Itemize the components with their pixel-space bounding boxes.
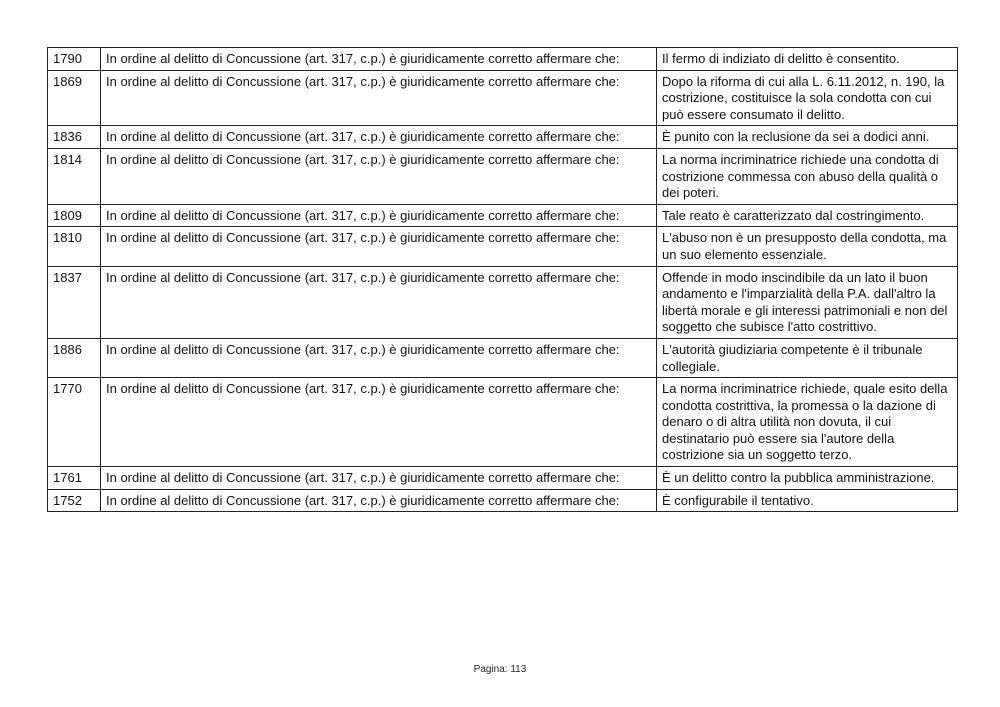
answer-text: Tale reato è caratterizzato dal costringimento. bbox=[657, 204, 958, 227]
question-id: 1814 bbox=[48, 148, 101, 204]
question-text: In ordine al delitto di Concussione (art. 317, c.p.) è giuridicamente corretto affermare che: bbox=[101, 126, 657, 149]
question-id: 1770 bbox=[48, 378, 101, 467]
table-row bbox=[48, 126, 958, 149]
question-text: In ordine al delitto di Concussione (art. 317, c.p.) è giuridicamente corretto affermare che: bbox=[101, 378, 657, 467]
table-row bbox=[48, 467, 958, 490]
page-number: Pagina: 113 bbox=[473, 664, 527, 675]
question-id: 1869 bbox=[48, 70, 101, 126]
question-text: In ordine al delitto di Concussione (art. 317, c.p.) è giuridicamente corretto affermare che: bbox=[101, 204, 657, 227]
question-text: In ordine al delitto di Concussione (art. 317, c.p.) è giuridicamente corretto affermare che: bbox=[101, 148, 657, 204]
question-id: 1809 bbox=[48, 204, 101, 227]
question-text: In ordine al delitto di Concussione (art. 317, c.p.) è giuridicamente corretto affermare che: bbox=[101, 48, 657, 71]
question-id: 1752 bbox=[48, 489, 101, 512]
answer-text: La norma incriminatrice richiede una condotta di costrizione commessa con abuso della qualità o dei poteri. bbox=[657, 148, 958, 204]
table-row bbox=[48, 227, 958, 266]
question-text: In ordine al delitto di Concussione (art. 317, c.p.) è giuridicamente corretto affermare che: bbox=[101, 70, 657, 126]
answer-text: La norma incriminatrice richiede, quale esito della condotta costrittiva, la promessa o la dazione di denaro o di altra utilità non dovuta, il cui destinatario può essere sia l'autore della costrizione sia un soggetto terzo. bbox=[657, 378, 958, 467]
question-text: In ordine al delitto di Concussione (art. 317, c.p.) è giuridicamente corretto affermare che: bbox=[101, 338, 657, 377]
question-id: 1837 bbox=[48, 266, 101, 338]
table-row bbox=[48, 70, 958, 126]
answer-text: Dopo la riforma di cui alla L. 6.11.2012, n. 190, la costrizione, costituisce la sola condotta con cui può essere consumato il delitto. bbox=[657, 70, 958, 126]
questions-table bbox=[47, 47, 958, 512]
answer-text: Offende in modo inscindibile da un lato il buon andamento e l'imparzialità della P.A. dall'altro la libertà morale e gli interessi patrimoniali e non del soggetto che subisce l'atto costrittivo. bbox=[657, 266, 958, 338]
answer-text: L'autorità giudiziaria competente è il tribunale collegiale. bbox=[657, 338, 958, 377]
question-id: 1886 bbox=[48, 338, 101, 377]
table-row bbox=[48, 489, 958, 512]
question-text: In ordine al delitto di Concussione (art. 317, c.p.) è giuridicamente corretto affermare che: bbox=[101, 266, 657, 338]
answer-text: È configurabile il tentativo. bbox=[657, 489, 958, 512]
table-row bbox=[48, 338, 958, 377]
table-row bbox=[48, 266, 958, 338]
table-row bbox=[48, 378, 958, 467]
answer-text: È un delitto contro la pubblica amministrazione. bbox=[657, 467, 958, 490]
question-id: 1761 bbox=[48, 467, 101, 490]
question-text: In ordine al delitto di Concussione (art. 317, c.p.) è giuridicamente corretto affermare che: bbox=[101, 227, 657, 266]
answer-text: Il fermo di indiziato di delitto è consentito. bbox=[657, 48, 958, 71]
table-row bbox=[48, 48, 958, 71]
question-id: 1810 bbox=[48, 227, 101, 266]
question-id: 1790 bbox=[48, 48, 101, 71]
table-row bbox=[48, 204, 958, 227]
answer-text: È punito con la reclusione da sei a dodici anni. bbox=[657, 126, 958, 149]
question-text: In ordine al delitto di Concussione (art. 317, c.p.) è giuridicamente corretto affermare che: bbox=[101, 467, 657, 490]
question-text: In ordine al delitto di Concussione (art. 317, c.p.) è giuridicamente corretto affermare che: bbox=[101, 489, 657, 512]
table-row bbox=[48, 148, 958, 204]
answer-text: L'abuso non è un presupposto della condotta, ma un suo elemento essenziale. bbox=[657, 227, 958, 266]
question-id: 1836 bbox=[48, 126, 101, 149]
